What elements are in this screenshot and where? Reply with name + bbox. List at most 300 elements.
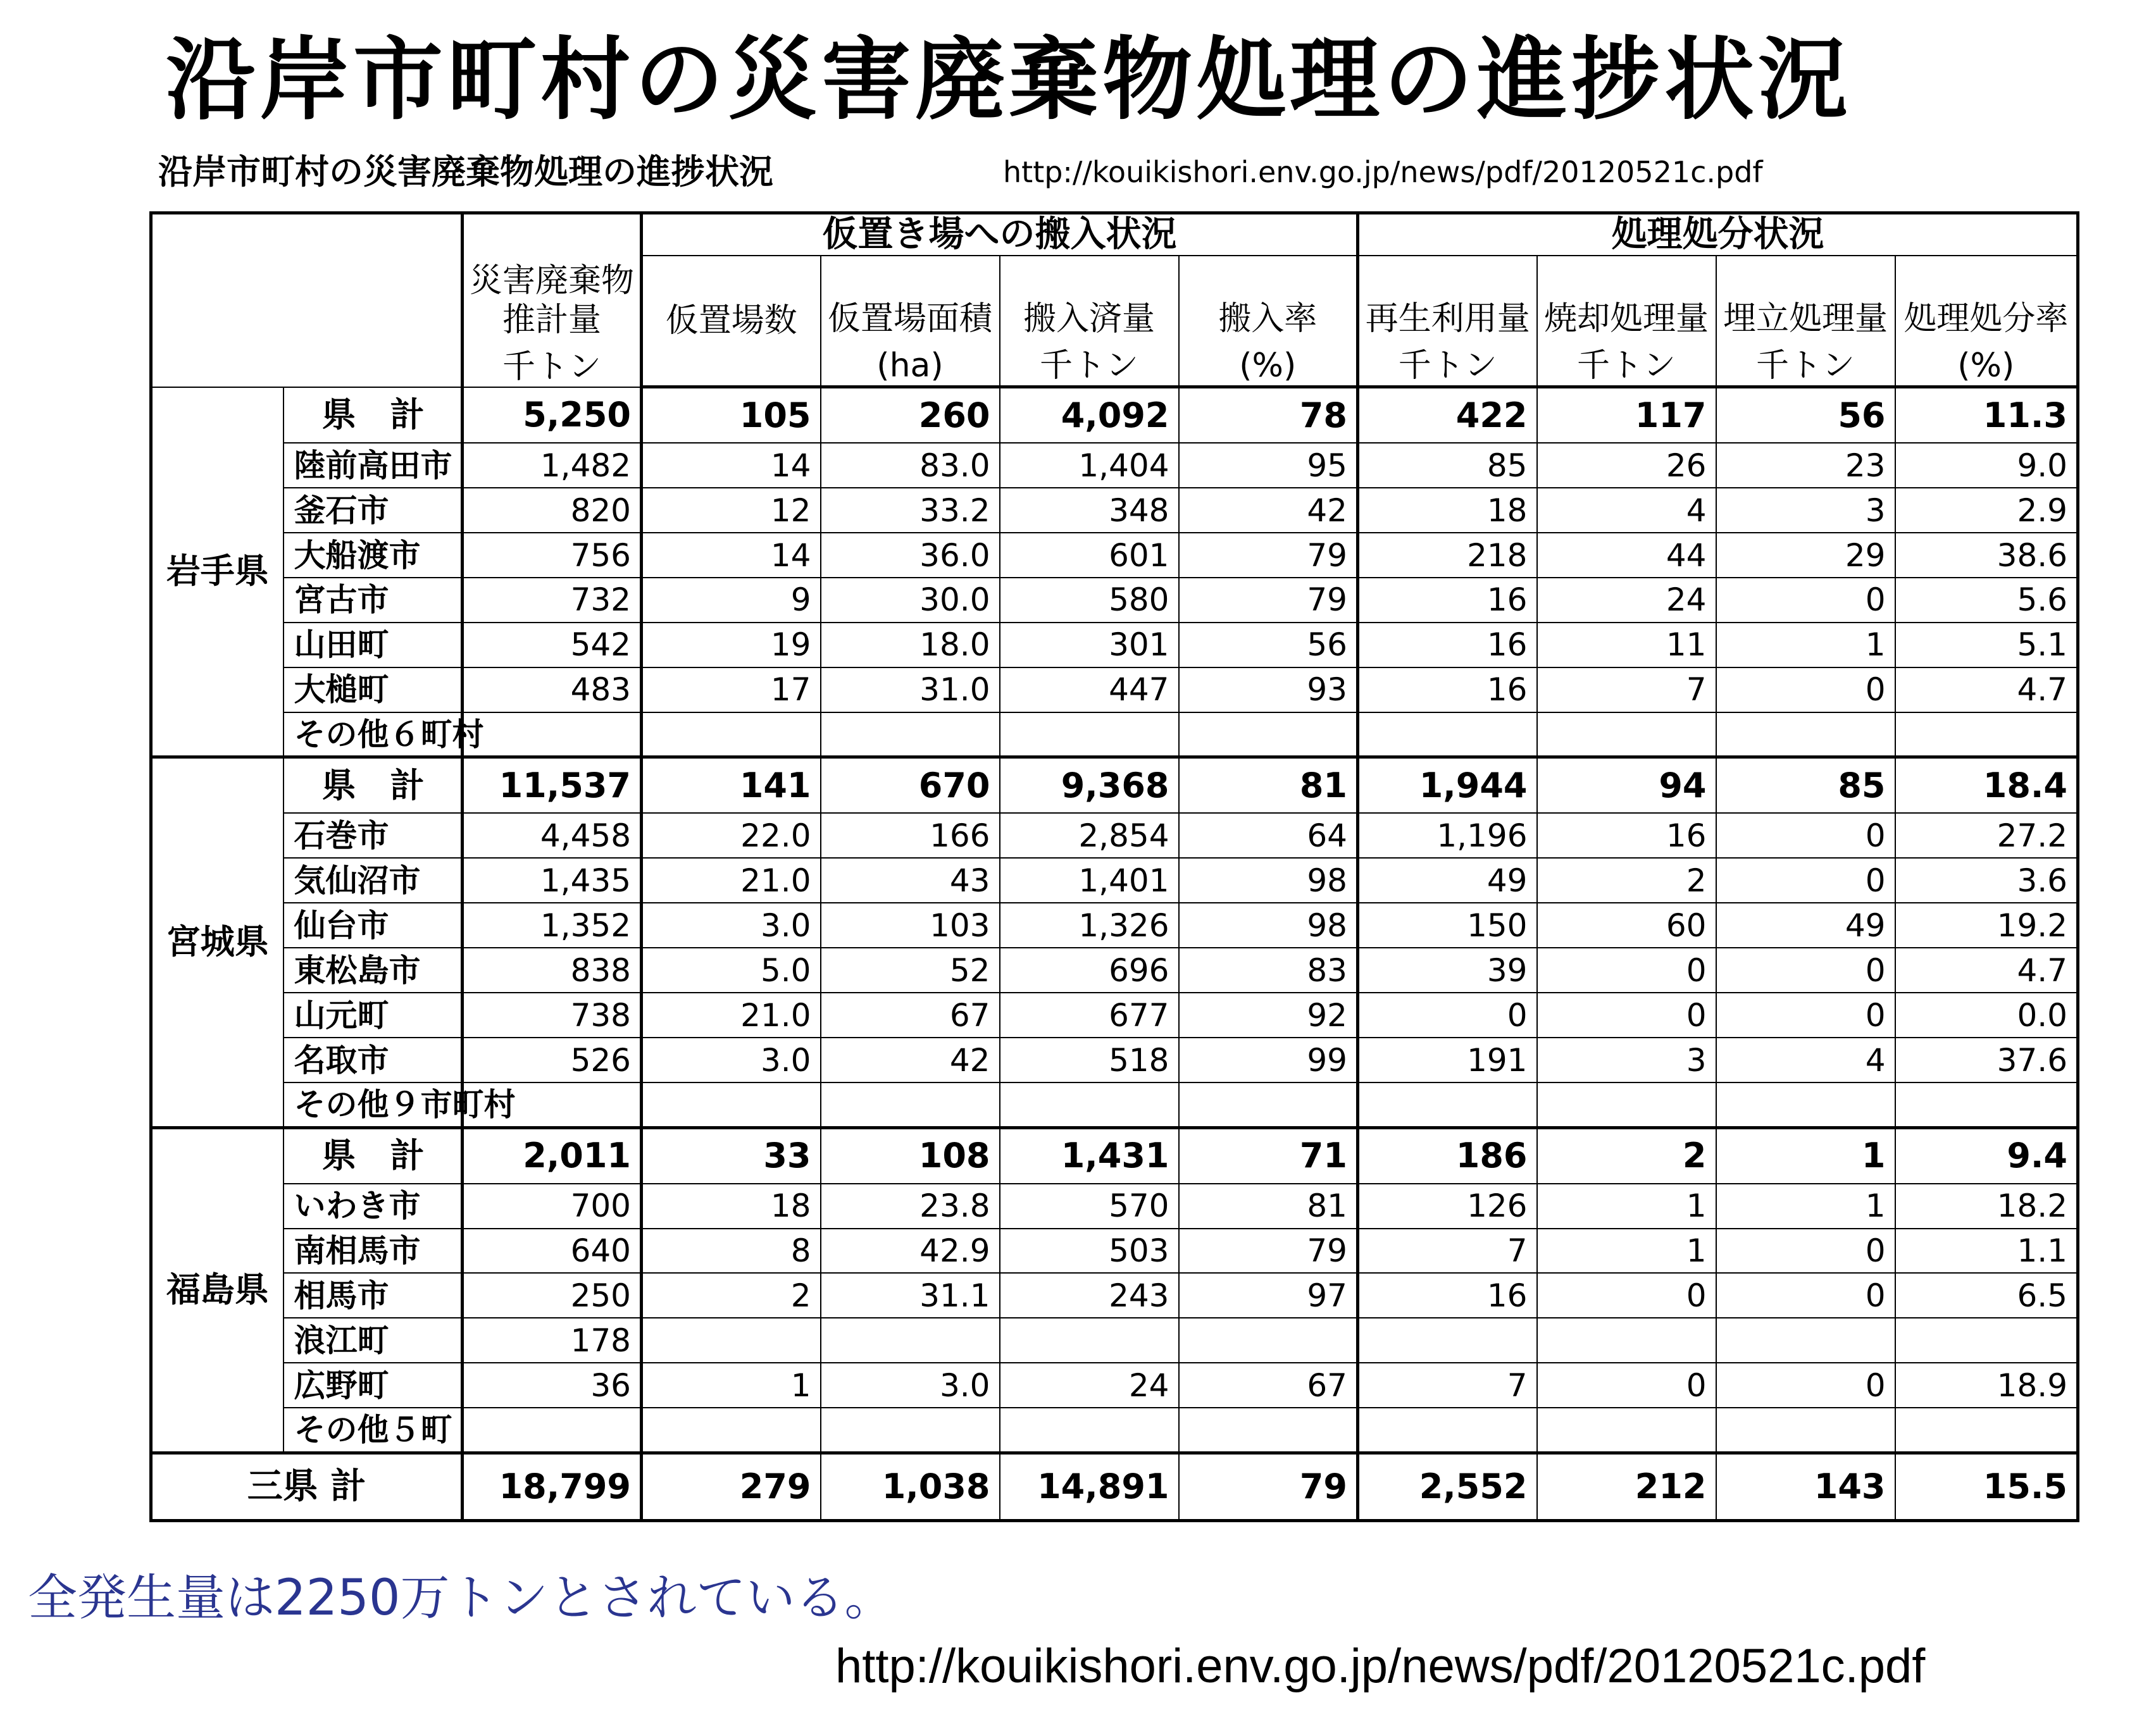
cell-recycled: 1,944 xyxy=(1358,757,1537,813)
cell-temp-sites: 2 xyxy=(642,1273,821,1318)
cell-incinerated: 1 xyxy=(1537,1229,1716,1274)
cell-temp-area xyxy=(821,1318,1000,1363)
cell-incinerated xyxy=(1537,1408,1716,1453)
cell-municipality-name: 石巻市 xyxy=(284,813,463,858)
cell-recycled: 16 xyxy=(1358,623,1537,667)
header-carry-rate-label: 搬入率 xyxy=(1218,300,1318,338)
cell-landfilled: 85 xyxy=(1716,757,1895,813)
cell-estimate: 700 xyxy=(463,1184,642,1229)
cell-recycled: 126 xyxy=(1358,1184,1537,1229)
cell-recycled: 191 xyxy=(1358,1038,1537,1082)
table-row xyxy=(151,1184,2078,1229)
cell-landfilled: 4 xyxy=(1716,1038,1895,1082)
header-carry-rate-unit: (%) xyxy=(1239,347,1297,385)
cell-landfilled: 3 xyxy=(1716,488,1895,533)
cell-temp-sites: 1 xyxy=(642,1363,821,1408)
cell-carried-in xyxy=(1000,1318,1179,1363)
header-recycled xyxy=(1358,256,1537,387)
cell-temp-area: 166 xyxy=(821,813,1000,858)
cell-estimate xyxy=(463,1408,642,1453)
cell-carry-rate: 81 xyxy=(1179,1184,1358,1229)
cell-recycled xyxy=(1358,1318,1537,1363)
table-row xyxy=(151,667,2078,712)
prefecture-name: 宮城県 xyxy=(151,757,284,1127)
cell-estimate: 1,482 xyxy=(463,443,642,488)
cell-municipality-name: 宮古市 xyxy=(284,578,463,623)
cell-incinerated xyxy=(1537,1318,1716,1363)
cell-temp-sites: 12 xyxy=(642,488,821,533)
cell-temp-area: 108 xyxy=(821,1127,1000,1183)
footnote: 全発生量は2250万トンとされている。 xyxy=(28,1570,894,1627)
cell-total-label: 県 計 xyxy=(284,1127,463,1183)
header-incinerated-label: 焼却処理量 xyxy=(1543,300,1709,338)
cell-total-label: 県 計 xyxy=(284,757,463,813)
cell-estimate: 542 xyxy=(463,623,642,667)
waste-progress-table xyxy=(149,211,2079,1522)
header-disposal-rate xyxy=(1895,256,2078,387)
cell-landfilled: 0 xyxy=(1716,578,1895,623)
cell-municipality-name: 山田町 xyxy=(284,623,463,667)
cell-disposal-rate xyxy=(1895,1318,2078,1363)
cell-incinerated: 60 xyxy=(1537,903,1716,948)
header-corner-cell xyxy=(151,213,463,387)
table-row xyxy=(151,903,2078,948)
cell-carry-rate: 79 xyxy=(1179,533,1358,578)
cell-recycled xyxy=(1358,1408,1537,1453)
cell-incinerated: 26 xyxy=(1537,443,1716,488)
cell-estimate: 178 xyxy=(463,1318,642,1363)
cell-estimate xyxy=(463,712,642,757)
cell-carry-rate: 78 xyxy=(1179,387,1358,443)
cell-carry-rate: 67 xyxy=(1179,1363,1358,1408)
cell-incinerated: 24 xyxy=(1537,578,1716,623)
table-row xyxy=(151,948,2078,993)
cell-carried-in: 518 xyxy=(1000,1038,1179,1082)
table-row xyxy=(151,1038,2078,1082)
cell-recycled: 49 xyxy=(1358,858,1537,903)
cell-carried-in xyxy=(1000,1082,1179,1127)
cell-disposal-rate: 2.9 xyxy=(1895,488,2078,533)
cell-temp-area xyxy=(821,712,1000,757)
cell-carry-rate: 83 xyxy=(1179,948,1358,993)
cell-carry-rate: 92 xyxy=(1179,993,1358,1038)
cell-carry-rate: 93 xyxy=(1179,667,1358,712)
cell-municipality-name: 広野町 xyxy=(284,1363,463,1408)
cell-disposal-rate xyxy=(1895,712,2078,757)
table-row xyxy=(151,1082,2078,1127)
cell-total-label: 県 計 xyxy=(284,387,463,443)
cell-landfilled: 0 xyxy=(1716,813,1895,858)
table-row xyxy=(151,488,2078,533)
cell-estimate: 483 xyxy=(463,667,642,712)
cell-landfilled: 56 xyxy=(1716,387,1895,443)
cell-carried-in: 1,431 xyxy=(1000,1127,1179,1183)
cell-temp-area: 31.1 xyxy=(821,1273,1000,1318)
header-temp-area-label: 仮置場面積 xyxy=(827,300,992,338)
cell-recycled: 16 xyxy=(1358,1273,1537,1318)
cell-incinerated: 0 xyxy=(1537,948,1716,993)
cell-disposal-rate: 9.0 xyxy=(1895,443,2078,488)
cell-carry-rate: 79 xyxy=(1179,1453,1358,1520)
cell-disposal-rate: 19.2 xyxy=(1895,903,2078,948)
cell-temp-sites: 14 xyxy=(642,533,821,578)
table-row-pref-total xyxy=(151,1127,2078,1183)
cell-landfilled: 0 xyxy=(1716,1273,1895,1318)
table-row xyxy=(151,623,2078,667)
cell-temp-sites: 5.0 xyxy=(642,948,821,993)
cell-carried-in: 1,401 xyxy=(1000,858,1179,903)
table-row xyxy=(151,813,2078,858)
cell-landfilled: 0 xyxy=(1716,1363,1895,1408)
cell-landfilled: 1 xyxy=(1716,1184,1895,1229)
cell-incinerated: 2 xyxy=(1537,1127,1716,1183)
cell-temp-area: 3.0 xyxy=(821,1363,1000,1408)
cell-carry-rate: 79 xyxy=(1179,1229,1358,1274)
cell-carried-in: 1,326 xyxy=(1000,903,1179,948)
cell-carried-in: 570 xyxy=(1000,1184,1179,1229)
cell-recycled: 186 xyxy=(1358,1127,1537,1183)
cell-temp-area: 42 xyxy=(821,1038,1000,1082)
cell-landfilled: 23 xyxy=(1716,443,1895,488)
cell-carried-in: 1,404 xyxy=(1000,443,1179,488)
header-estimate-label: 災害廃棄物推計量 xyxy=(469,261,634,339)
cell-municipality-name: 東松島市 xyxy=(284,948,463,993)
cell-temp-sites: 3.0 xyxy=(642,903,821,948)
cell-temp-sites: 21.0 xyxy=(642,993,821,1038)
cell-municipality-name: 浪江町 xyxy=(284,1318,463,1363)
cell-carried-in: 601 xyxy=(1000,533,1179,578)
header-disposal-rate-unit: (%) xyxy=(1957,347,2015,385)
cell-carry-rate: 42 xyxy=(1179,488,1358,533)
cell-recycled: 18 xyxy=(1358,488,1537,533)
cell-carried-in: 9,368 xyxy=(1000,757,1179,813)
cell-disposal-rate: 9.4 xyxy=(1895,1127,2078,1183)
cell-municipality-name: 名取市 xyxy=(284,1038,463,1082)
cell-carry-rate xyxy=(1179,1318,1358,1363)
cell-incinerated xyxy=(1537,1082,1716,1127)
cell-recycled: 150 xyxy=(1358,903,1537,948)
cell-temp-sites: 3.0 xyxy=(642,1038,821,1082)
cell-estimate: 756 xyxy=(463,533,642,578)
grand-total-label: 三県 計 xyxy=(151,1453,463,1520)
cell-landfilled: 29 xyxy=(1716,533,1895,578)
table-row xyxy=(151,858,2078,903)
cell-temp-sites: 9 xyxy=(642,578,821,623)
cell-incinerated: 7 xyxy=(1537,667,1716,712)
cell-estimate: 1,435 xyxy=(463,858,642,903)
table-row xyxy=(151,1318,2078,1363)
cell-temp-area: 33.2 xyxy=(821,488,1000,533)
cell-disposal-rate: 18.9 xyxy=(1895,1363,2078,1408)
cell-carry-rate: 81 xyxy=(1179,757,1358,813)
cell-temp-sites: 279 xyxy=(642,1453,821,1520)
cell-carry-rate xyxy=(1179,1082,1358,1127)
cell-incinerated: 44 xyxy=(1537,533,1716,578)
header-carried-in-unit: 千トン xyxy=(1039,347,1138,385)
cell-landfilled: 0 xyxy=(1716,667,1895,712)
cell-carry-rate xyxy=(1179,712,1358,757)
cell-municipality-name: 大槌町 xyxy=(284,667,463,712)
cell-municipality-name: その他６町村 xyxy=(284,712,463,757)
cell-incinerated: 117 xyxy=(1537,387,1716,443)
cell-incinerated: 3 xyxy=(1537,1038,1716,1082)
cell-estimate: 738 xyxy=(463,993,642,1038)
header-incinerated xyxy=(1537,256,1716,387)
table-row-grand-total xyxy=(151,1453,2078,1520)
cell-temp-area: 43 xyxy=(821,858,1000,903)
cell-disposal-rate: 18.4 xyxy=(1895,757,2078,813)
cell-temp-sites xyxy=(642,1408,821,1453)
cell-carry-rate: 97 xyxy=(1179,1273,1358,1318)
cell-carry-rate: 56 xyxy=(1179,623,1358,667)
cell-recycled: 218 xyxy=(1358,533,1537,578)
cell-carry-rate: 95 xyxy=(1179,443,1358,488)
source-url: http://kouikishori.env.go.jp/news/pdf/20120521c.pdf xyxy=(835,1639,1926,1693)
cell-landfilled: 0 xyxy=(1716,993,1895,1038)
cell-carried-in: 14,891 xyxy=(1000,1453,1179,1520)
cell-recycled: 85 xyxy=(1358,443,1537,488)
cell-estimate: 1,352 xyxy=(463,903,642,948)
cell-temp-sites: 33 xyxy=(642,1127,821,1183)
header-landfilled-unit: 千トン xyxy=(1755,347,1855,385)
cell-estimate: 526 xyxy=(463,1038,642,1082)
cell-temp-sites: 105 xyxy=(642,387,821,443)
cell-municipality-name: 釜石市 xyxy=(284,488,463,533)
cell-disposal-rate: 6.5 xyxy=(1895,1273,2078,1318)
cell-recycled: 0 xyxy=(1358,993,1537,1038)
table-row-pref-total xyxy=(151,387,2078,443)
prefecture-name: 岩手県 xyxy=(151,387,284,757)
cell-landfilled: 49 xyxy=(1716,903,1895,948)
table-row-pref-total xyxy=(151,757,2078,813)
header-recycled-label: 再生利用量 xyxy=(1365,300,1530,338)
cell-recycled: 2,552 xyxy=(1358,1453,1537,1520)
cell-estimate: 18,799 xyxy=(463,1453,642,1520)
cell-temp-area: 31.0 xyxy=(821,667,1000,712)
cell-incinerated: 0 xyxy=(1537,1273,1716,1318)
cell-estimate: 2,011 xyxy=(463,1127,642,1183)
cell-recycled xyxy=(1358,1082,1537,1127)
cell-estimate: 11,537 xyxy=(463,757,642,813)
table-row xyxy=(151,1273,2078,1318)
cell-municipality-name: 気仙沼市 xyxy=(284,858,463,903)
cell-temp-area xyxy=(821,1408,1000,1453)
cell-landfilled xyxy=(1716,712,1895,757)
cell-municipality-name: 相馬市 xyxy=(284,1273,463,1318)
cell-temp-sites: 8 xyxy=(642,1229,821,1274)
cell-recycled: 7 xyxy=(1358,1363,1537,1408)
cell-recycled: 1,196 xyxy=(1358,813,1537,858)
cell-landfilled xyxy=(1716,1082,1895,1127)
cell-municipality-name: 陸前高田市 xyxy=(284,443,463,488)
cell-incinerated: 0 xyxy=(1537,993,1716,1038)
cell-temp-area: 18.0 xyxy=(821,623,1000,667)
cell-carry-rate: 64 xyxy=(1179,813,1358,858)
header-temp-sites: 仮置場数 xyxy=(642,256,821,387)
cell-carry-rate: 71 xyxy=(1179,1127,1358,1183)
cell-temp-area: 42.9 xyxy=(821,1229,1000,1274)
cell-estimate: 820 xyxy=(463,488,642,533)
subtitle-row xyxy=(158,147,1879,197)
cell-incinerated: 2 xyxy=(1537,858,1716,903)
cell-landfilled: 1 xyxy=(1716,623,1895,667)
cell-temp-sites: 19 xyxy=(642,623,821,667)
cell-incinerated: 16 xyxy=(1537,813,1716,858)
header-landfilled-label: 埋立処理量 xyxy=(1723,300,1888,338)
cell-municipality-name: 山元町 xyxy=(284,993,463,1038)
cell-disposal-rate xyxy=(1895,1408,2078,1453)
header-temp-area-unit: (ha) xyxy=(876,347,944,385)
header-landfilled xyxy=(1716,256,1895,387)
cell-temp-area: 103 xyxy=(821,903,1000,948)
cell-estimate: 5,250 xyxy=(463,387,642,443)
cell-carry-rate: 79 xyxy=(1179,578,1358,623)
cell-temp-area: 670 xyxy=(821,757,1000,813)
cell-carry-rate: 99 xyxy=(1179,1038,1358,1082)
cell-temp-sites: 141 xyxy=(642,757,821,813)
cell-temp-area: 1,038 xyxy=(821,1453,1000,1520)
cell-temp-sites: 21.0 xyxy=(642,858,821,903)
cell-carried-in: 243 xyxy=(1000,1273,1179,1318)
cell-temp-area: 36.0 xyxy=(821,533,1000,578)
table-row xyxy=(151,993,2078,1038)
cell-carry-rate: 98 xyxy=(1179,903,1358,948)
cell-carried-in: 301 xyxy=(1000,623,1179,667)
cell-temp-area xyxy=(821,1082,1000,1127)
cell-incinerated: 4 xyxy=(1537,488,1716,533)
header-row-group xyxy=(151,213,2078,256)
cell-disposal-rate: 4.7 xyxy=(1895,667,2078,712)
cell-disposal-rate: 38.6 xyxy=(1895,533,2078,578)
cell-carried-in: 24 xyxy=(1000,1363,1179,1408)
cell-disposal-rate: 0.0 xyxy=(1895,993,2078,1038)
cell-landfilled: 0 xyxy=(1716,1229,1895,1274)
page-title: 沿岸市町村の災害廃棄物処理の進捗状況 xyxy=(166,28,1852,132)
table-body xyxy=(151,213,2078,1521)
cell-estimate: 250 xyxy=(463,1273,642,1318)
header-disposal-rate-label: 処理処分率 xyxy=(1904,300,2069,338)
cell-disposal-rate: 5.6 xyxy=(1895,578,2078,623)
cell-disposal-rate: 15.5 xyxy=(1895,1453,2078,1520)
cell-recycled: 7 xyxy=(1358,1229,1537,1274)
cell-recycled: 39 xyxy=(1358,948,1537,993)
cell-temp-sites: 22.0 xyxy=(642,813,821,858)
table-row xyxy=(151,1229,2078,1274)
cell-recycled: 16 xyxy=(1358,578,1537,623)
cell-landfilled: 0 xyxy=(1716,948,1895,993)
table-row xyxy=(151,578,2078,623)
prefecture-name: 福島県 xyxy=(151,1127,284,1453)
cell-disposal-rate: 27.2 xyxy=(1895,813,2078,858)
subtitle-url: http://kouikishori.env.go.jp/news/pdf/20120521c.pdf xyxy=(1003,155,1763,189)
cell-landfilled: 1 xyxy=(1716,1127,1895,1183)
header-recycled-unit: 千トン xyxy=(1398,347,1497,385)
cell-temp-area: 30.0 xyxy=(821,578,1000,623)
header-estimate xyxy=(463,213,642,387)
cell-incinerated: 11 xyxy=(1537,623,1716,667)
table-row xyxy=(151,1408,2078,1453)
cell-carry-rate: 98 xyxy=(1179,858,1358,903)
cell-recycled xyxy=(1358,712,1537,757)
cell-landfilled: 143 xyxy=(1716,1453,1895,1520)
cell-estimate: 36 xyxy=(463,1363,642,1408)
cell-landfilled: 0 xyxy=(1716,858,1895,903)
cell-estimate: 732 xyxy=(463,578,642,623)
cell-disposal-rate: 18.2 xyxy=(1895,1184,2078,1229)
cell-temp-sites: 14 xyxy=(642,443,821,488)
cell-carried-in: 677 xyxy=(1000,993,1179,1038)
header-incinerated-unit: 千トン xyxy=(1576,347,1676,385)
header-carry-rate xyxy=(1179,256,1358,387)
cell-incinerated: 1 xyxy=(1537,1184,1716,1229)
header-carried-in xyxy=(1000,256,1179,387)
cell-disposal-rate xyxy=(1895,1082,2078,1127)
cell-temp-sites xyxy=(642,712,821,757)
cell-carried-in: 2,854 xyxy=(1000,813,1179,858)
table-row xyxy=(151,712,2078,757)
cell-municipality-name: 大船渡市 xyxy=(284,533,463,578)
cell-municipality-name: 仙台市 xyxy=(284,903,463,948)
subtitle-text: 沿岸市町村の災害廃棄物処理の進捗状況 xyxy=(158,152,773,192)
header-temp-area xyxy=(821,256,1000,387)
cell-disposal-rate: 4.7 xyxy=(1895,948,2078,993)
cell-municipality-name: いわき市 xyxy=(284,1184,463,1229)
cell-temp-area: 83.0 xyxy=(821,443,1000,488)
cell-carried-in: 503 xyxy=(1000,1229,1179,1274)
header-group-disposal: 処理処分状況 xyxy=(1358,213,2078,256)
header-group-temp: 仮置き場への搬入状況 xyxy=(642,213,1358,256)
cell-temp-area: 260 xyxy=(821,387,1000,443)
cell-estimate: 838 xyxy=(463,948,642,993)
cell-incinerated: 94 xyxy=(1537,757,1716,813)
table-row xyxy=(151,443,2078,488)
cell-recycled: 16 xyxy=(1358,667,1537,712)
cell-temp-sites xyxy=(642,1082,821,1127)
cell-incinerated: 212 xyxy=(1537,1453,1716,1520)
cell-carried-in: 4,092 xyxy=(1000,387,1179,443)
cell-estimate: 640 xyxy=(463,1229,642,1274)
cell-municipality-name: その他５町 xyxy=(284,1408,463,1453)
cell-temp-area: 23.8 xyxy=(821,1184,1000,1229)
cell-landfilled xyxy=(1716,1318,1895,1363)
cell-municipality-name: その他９市町村 xyxy=(284,1082,463,1127)
table-row xyxy=(151,1363,2078,1408)
cell-incinerated xyxy=(1537,712,1716,757)
cell-carried-in: 580 xyxy=(1000,578,1179,623)
cell-incinerated: 0 xyxy=(1537,1363,1716,1408)
cell-carried-in: 348 xyxy=(1000,488,1179,533)
cell-disposal-rate: 1.1 xyxy=(1895,1229,2078,1274)
cell-disposal-rate: 5.1 xyxy=(1895,623,2078,667)
header-carried-in-label: 搬入済量 xyxy=(1023,300,1155,338)
cell-temp-sites: 18 xyxy=(642,1184,821,1229)
header-estimate-unit: 千トン xyxy=(502,347,601,386)
cell-temp-area: 52 xyxy=(821,948,1000,993)
cell-disposal-rate: 3.6 xyxy=(1895,858,2078,903)
table-row xyxy=(151,533,2078,578)
cell-temp-area: 67 xyxy=(821,993,1000,1038)
cell-estimate: 4,458 xyxy=(463,813,642,858)
cell-carried-in xyxy=(1000,1408,1179,1453)
cell-landfilled xyxy=(1716,1408,1895,1453)
cell-temp-sites: 17 xyxy=(642,667,821,712)
cell-municipality-name: 南相馬市 xyxy=(284,1229,463,1274)
cell-carry-rate xyxy=(1179,1408,1358,1453)
cell-recycled: 422 xyxy=(1358,387,1537,443)
cell-disposal-rate: 37.6 xyxy=(1895,1038,2078,1082)
cell-carried-in: 447 xyxy=(1000,667,1179,712)
cell-carried-in xyxy=(1000,712,1179,757)
